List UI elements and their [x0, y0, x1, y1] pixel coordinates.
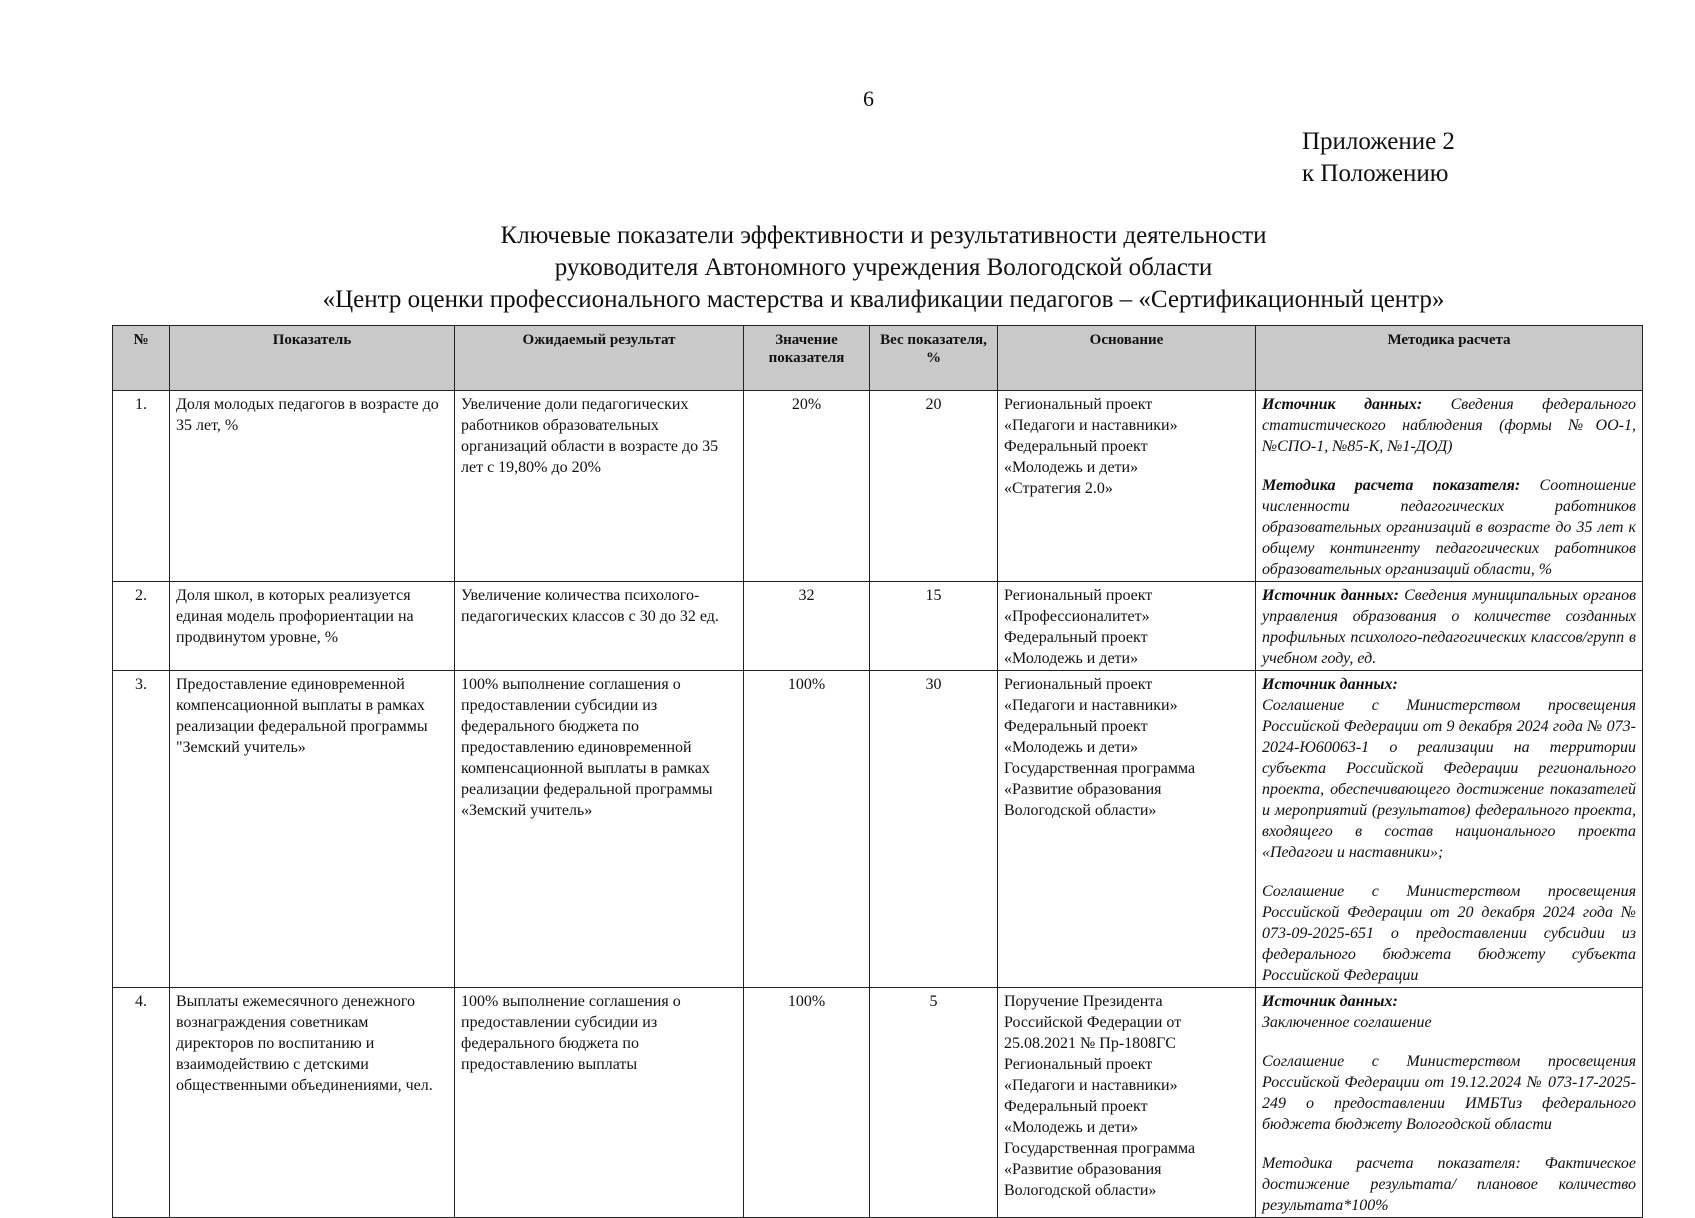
title-line-1: Ключевые показатели эффективности и результативности деятельности: [500, 222, 1267, 249]
row-weight: 5: [870, 988, 998, 1218]
method-label: Источник данных:: [1262, 396, 1423, 413]
table-row: [113, 988, 1643, 1218]
method-text: Соглашение с Министерством просвещения Российской Федерации от 20 декабря 2024 года № 073-09-2025-651 о предоставлении субсидии из федерального бюджета бюджету субъекта Российской Федерации: [1262, 883, 1636, 984]
appendix-line-2: к Положению: [1302, 160, 1449, 187]
row-indicator: Предоставление единовременной компенсационной выплаты в рамках реализации федеральной программы "Земский учитель»: [170, 671, 455, 988]
document-title: [112, 220, 1655, 316]
method-text: Сведения федерального статистического наблюдения (формы №ОО-1, №СПО-1, №85-К, №1-ДОД): [1262, 396, 1636, 455]
method-text: Соотношение численности педагогических работников образовательных организаций в возрасте до 35 лет к общему контингенту педагогических работников образовательных организаций области, %: [1262, 477, 1636, 578]
row-num: 1.: [113, 391, 170, 582]
kpi-table: [112, 325, 1643, 1218]
method-block: [1262, 585, 1636, 669]
method-block: [1262, 475, 1636, 580]
method-label: Источник данных:: [1262, 587, 1399, 604]
table-row: [113, 671, 1643, 988]
method-block: [1262, 674, 1636, 863]
appendix-line-1: Приложение 2: [1302, 128, 1455, 155]
header-value: Значение показателя: [744, 326, 870, 391]
title-line-3: «Центр оценки профессионального мастерства и квалификации педагогов – «Сертификационный центр»: [322, 286, 1445, 313]
table-row: [113, 582, 1643, 671]
header-expected-result: Ожидаемый результат: [455, 326, 744, 391]
header-weight: Вес показателя, %: [870, 326, 998, 391]
title-line-2: руководителя Автономного учреждения Вологодской области: [554, 254, 1213, 281]
row-method: [1256, 391, 1643, 582]
row-basis: Региональный проект «Педагоги и наставники» Федеральный проект «Молодежь и дети» «Стратегия 2.0»: [998, 391, 1256, 582]
appendix-note: [1302, 126, 1455, 190]
header-basis: Основание: [998, 326, 1256, 391]
row-method: [1256, 582, 1643, 671]
row-basis: Региональный проект «Профессионалитет» Федеральный проект «Молодежь и дети»: [998, 582, 1256, 671]
table-header-row: [113, 326, 1643, 391]
header-method: Методика расчета: [1256, 326, 1643, 391]
row-indicator: Доля школ, в которых реализуется единая модель профориентации на продвинутом уровне, %: [170, 582, 455, 671]
row-expected-result: Увеличение количества психолого-педагогических классов с 30 до 32 ед.: [455, 582, 744, 671]
method-block: [1262, 1153, 1636, 1216]
row-value: 20%: [744, 391, 870, 582]
row-num: 2.: [113, 582, 170, 671]
row-basis: Поручение Президента Российской Федерации от 25.08.2021 № Пр-1808ГС Региональный проект «Педагоги и наставники» Федеральный проект «Молодежь и дети» Государственная программа «Развитие образования Вологодской области»: [998, 988, 1256, 1218]
row-value: 100%: [744, 671, 870, 988]
method-text: Сведения муниципальных органов управления образования о количестве созданных профильных психолого-педагогических классов/групп в учебном году, ед.: [1262, 587, 1637, 667]
row-value: 100%: [744, 988, 870, 1218]
row-weight: 15: [870, 582, 998, 671]
row-indicator: Доля молодых педагогов в возрасте до 35 лет, %: [170, 391, 455, 582]
method-label: Источник данных:: [1262, 676, 1398, 693]
method-block: [1262, 991, 1636, 1033]
method-block: [1262, 394, 1636, 457]
row-num: 3.: [113, 671, 170, 988]
row-method: [1256, 671, 1643, 988]
row-weight: 20: [870, 391, 998, 582]
row-num: 4.: [113, 988, 170, 1218]
method-text: Соглашение с Министерством просвещения Российской Федерации от 19.12.2024 № 073-17-2025-249 о предоставлении ИМБТиз федерального бюджета бюджету Вологодской области: [1262, 1053, 1636, 1133]
row-value: 32: [744, 582, 870, 671]
row-basis: Региональный проект «Педагоги и наставники» Федеральный проект «Молодежь и дети» Государственная программа «Развитие образования Вологодской области»: [998, 671, 1256, 988]
method-text: Заключенное соглашение: [1262, 1014, 1432, 1031]
row-method: [1256, 988, 1643, 1218]
header-num: №: [113, 326, 170, 391]
row-weight: 30: [870, 671, 998, 988]
method-text: Методика расчета показателя: Фактическое достижение результата/ плановое количество результата*100%: [1262, 1155, 1636, 1214]
method-label: Источник данных:: [1262, 993, 1398, 1010]
method-label: Методика расчета показателя:: [1262, 477, 1521, 494]
row-indicator: Выплаты ежемесячного денежного вознаграждения советникам директоров по воспитанию и взаимодействию с детскими общественными объединениями, чел.: [170, 988, 455, 1218]
row-expected-result: 100% выполнение соглашения о предоставлении субсидии из федерального бюджета по предоставлению выплаты: [455, 988, 744, 1218]
method-block: [1262, 1051, 1636, 1135]
method-block: [1262, 881, 1636, 986]
row-expected-result: 100% выполнение соглашения о предоставлении субсидии из федерального бюджета по предоставлению единовременной компенсационной выплаты в рамках реализации федеральной программы «Земский учитель»: [455, 671, 744, 988]
page-number: 6: [863, 86, 874, 111]
method-text: Соглашение с Министерством просвещения Российской Федерации от 9 декабря 2024 года № 073-2024-Ю60063-1 о реализации на территории субъекта Российской Федерации регионального проекта, обеспечивающего достижение показателей и мероприятий (результатов) федерального проекта, входящего в состав национального проекта «Педагоги и наставники»;: [1262, 697, 1636, 861]
row-expected-result: Увеличение доли педагогических работников образовательных организаций области в возрасте до 35 лет с 19,80% до 20%: [455, 391, 744, 582]
table-row: [113, 391, 1643, 582]
header-indicator: Показатель: [170, 326, 455, 391]
